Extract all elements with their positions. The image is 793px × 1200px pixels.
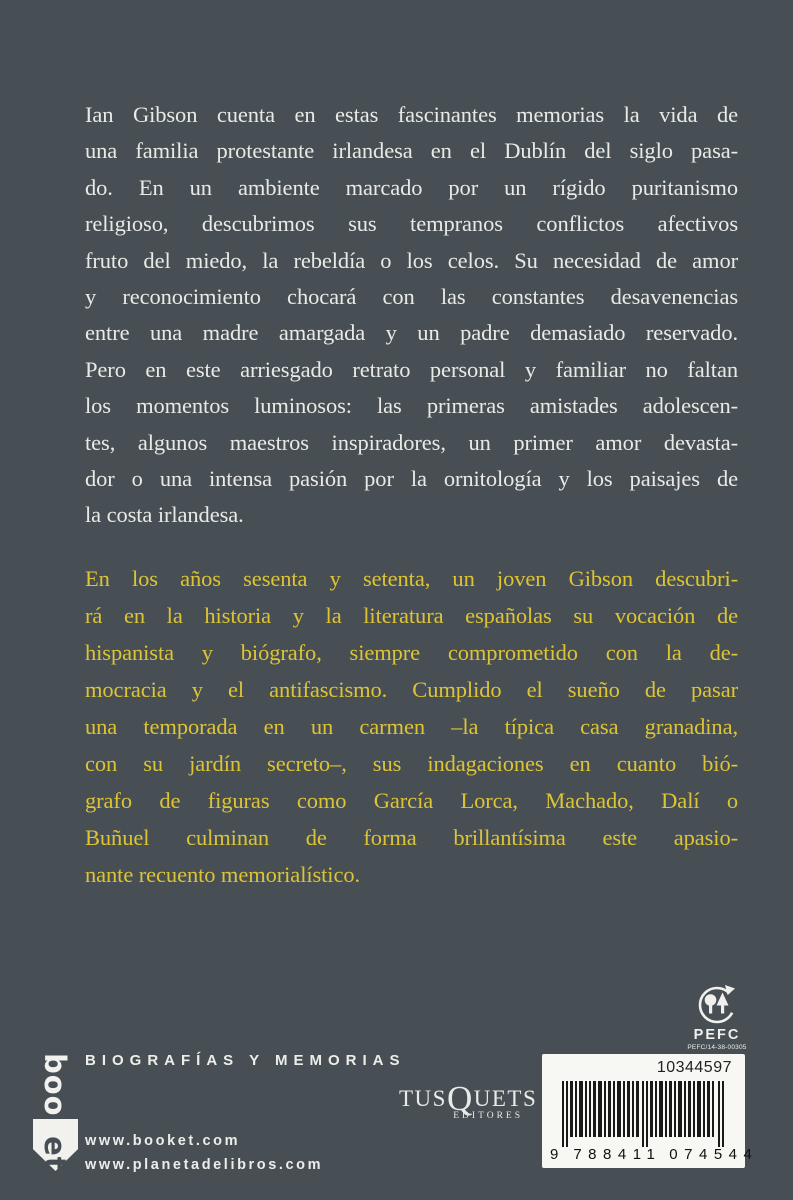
text-line: nante recuento memorialístico. <box>85 862 361 887</box>
booket-wordmark <box>38 1053 72 1171</box>
text-line: y reconocimiento chocará con las constantes desavenencias <box>85 284 738 310</box>
text-line: grafo de figuras como García Lorca, Machado, Dalí o <box>85 788 738 813</box>
text-line: tes, algunos maestros inspiradores, un primer amor devasta- <box>85 429 738 455</box>
website-urls <box>85 1130 323 1177</box>
tusquets-subtitle: EDITORES <box>453 1111 523 1121</box>
tusquets-part3: UETS <box>473 1086 538 1111</box>
barcode-digits <box>550 1146 759 1163</box>
text-line: Pero en este arriesgado retrato personal y familiar no faltan <box>85 356 738 382</box>
pefc-label: PEFC <box>693 1027 741 1043</box>
tusquets-big-q: Q <box>446 1079 474 1118</box>
booket-word-part1: book <box>38 1053 72 1137</box>
text-line: religioso, descubrimos sus tempranos conflictos afectivos <box>85 211 738 237</box>
text-line: fruto del miedo, la rebeldía o los celos. Su necesidad de amor <box>85 247 738 273</box>
text-line: Buñuel culminan de forma brillantísima este apasio- <box>85 825 738 850</box>
highlight-paragraph <box>85 560 738 893</box>
booket-word-part2: et <box>38 1136 72 1172</box>
barcode-top-number: 10344597 <box>656 1059 732 1076</box>
tusquets-logo <box>399 1079 538 1121</box>
barcode-panel <box>542 1054 759 1168</box>
isbn-group1: 788411 <box>573 1146 662 1163</box>
tusquets-part1: TUS <box>399 1086 447 1111</box>
text-line: do. En un ambiente marcado por un rígido puritanismo <box>85 174 738 200</box>
category-label: BIOGRAFÍAS Y MEMORIAS <box>85 1052 406 1069</box>
text-line: entre una madre amargada y un padre demasiado reservado. <box>85 320 738 346</box>
pefc-logo-icon <box>682 984 752 1026</box>
pefc-certification <box>682 984 752 1051</box>
text-line: una temporada en un carmen –la típica casa granadina, <box>85 714 738 739</box>
isbn-group2: 074544 <box>669 1146 759 1163</box>
url-booket: www.booket.com <box>85 1133 241 1149</box>
isbn-digit-left: 9 <box>550 1146 559 1163</box>
text-line: una familia protestante irlandesa en el Dublín del siglo pasa- <box>85 138 738 164</box>
text-line: mocracia y el antifascismo. Cumplido el sueño de pasar <box>85 677 738 702</box>
text-line: En los años sesenta y setenta, un joven Gibson descubri- <box>85 566 738 591</box>
text-line: hispanista y biógrafo, siempre comprometido con la de- <box>85 640 738 665</box>
pefc-code: PEFC/14-38-00305 <box>687 1044 747 1051</box>
synopsis-paragraph <box>85 97 738 534</box>
url-planetadelibros: www.planetadelibros.com <box>85 1156 324 1173</box>
text-line: la costa irlandesa. <box>85 502 244 528</box>
text-line: los momentos luminosos: las primeras amistades adolescen- <box>85 393 738 419</box>
text-line: Ian Gibson cuenta en estas fascinantes memorias la vida de <box>85 102 738 127</box>
text-line: con su jardín secreto–, sus indagaciones en cuanto bió- <box>85 751 738 776</box>
text-line: dor o una intensa pasión por la ornitología y los paisajes de <box>85 466 738 492</box>
barcode-icon <box>562 1081 726 1149</box>
text-line: rá en la historia y la literatura españolas su vocación de <box>85 603 738 628</box>
booket-logo <box>30 1053 78 1171</box>
